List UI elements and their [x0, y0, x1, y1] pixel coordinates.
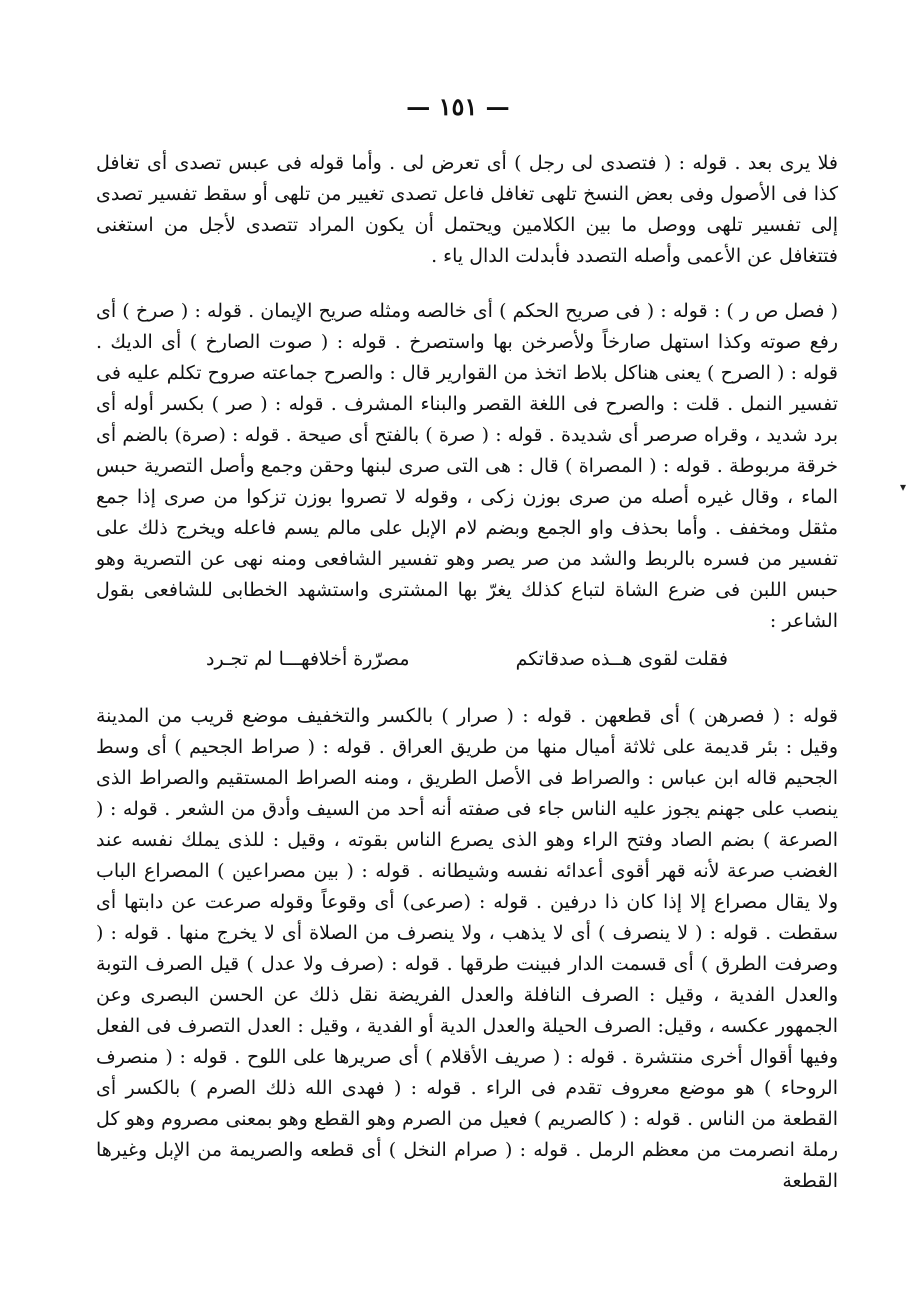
page-number: — ١٥١ —	[406, 92, 510, 121]
paragraph-3-text: قوله : ( فصرهن ) أى قطعهن . قوله : ( صرار ) بالكسر والتخفيف موضع قريب من المدينة وقيل : بئر قديمة على ثلاثة أميال منها من طريق العراق . قوله : ( صراط الجحيم ) أى وسط الجحيم قاله ابن عباس : والصراط فى الأصل الطريق ، ومنه الصراط المستقيم والصراط الذى ينصب على جهنم يجوز عليه الناس جاء فى صفته أنه أحد من السيف وأدق من الشعر . قوله : ( الصرعة ) بضم الصاد وفتح الراء وهو الذى يصرع الناس بقوته ، وقيل : للذى يملك نفسه عند الغضب صرعة لأنه قهر أقوى أعدائه نفسه وشيطانه . قوله : ( بين مصراعين ) المصراع الباب ولا يقال مصراع إلا إذا كان ذا درفين . قوله : (صرعى) أى وقوعاً وقوله صرعت عن دابتها أى سقطت . قوله : ( لا ينصرف ) أى لا يذهب ، ولا ينصرف من الصلاة أى لا يخرج منها . قوله : ( وصرفت الطرق ) أى قسمت الدار فبينت طرقها . قوله : (صرف ولا عدل ) قيل الصرف التوبة والعدل الفدية ، وقيل : الصرف النافلة والعدل الفريضة نقل ذلك عن الحسن البصرى وعن الجمهور عكسه ، وقيل: الصرف الحيلة والعدل الدية أو الفدية ، وقيل : العدل التصرف فى الفعل وفيها أقوال أخرى منتشرة . قوله : ( صريف الأقلام ) أى صريرها على اللوح . قوله : ( منصرف الروحاء ) هو موضع معروف تقدم فى الراء . قوله : ( فهدى الله ذلك الصرم ) بالكسر أى القطعة من الناس . قوله : ( كالصريم ) فعيل من الصرم وهو القطع وهو بمعنى مصروم وهو كل رملة انصرمت من معظم الرمل . قوله : ( صرام النخل ) أى قطعه والصريمة من الإبل وغيرها القطعة	[96, 705, 838, 1192]
verse-first-hemistich: فقلت لقوى هــذه صدقاتكم	[515, 648, 728, 670]
paragraph-2	[96, 296, 838, 637]
paragraph-3	[96, 701, 838, 1197]
margin-mark: ▾	[900, 480, 907, 494]
poetry-verse	[96, 648, 838, 670]
paragraph-2-text: ( فصل ص ر ) : قوله : ( فى صريح الحكم ) أى خالصه ومثله صريح الإيمان . قوله : ( صرخ ) أى رفع صوته وكذا استهل صارخاً ولأصرخن بها واستصرخ . قوله : ( صوت الصارخ ) أى الديك . قوله : ( الصرح ) يعنى هناكل بلاط اتخذ من القوارير قال : والصرح جماعته صروح تكلم عليه فى تفسير النمل . قلت : والصرح فى اللغة القصر والبناء المشرف . قوله : ( صر ) بكسر أوله أى برد شديد ، وقراه صرصر أى شديدة . قوله : ( صرة ) بالفتح أى صيحة . قوله : (صرة) بالضم أى خرقة مربوطة . قوله : ( المصراة ) قال : هى التى صرى لبنها وحقن وجمع وأصل التصرية حبس الماء ، وقال غيره أصله من صرى بوزن زكى ، وقوله لا تصروا بوزن تزكوا من صرى إذا جمع مثقل ومخفف . وأما بحذف واو الجمع وبضم لام الإبل على مالم يسم فاعله ويخرج ذلك على تفسير من فسره بالربط والشد من صر يصر وهو تفسير الشافعى ومنه نهى عن التصرية وهو حبس اللبن فى ضرع الشاة لتباع كذلك يغرّ بها المشترى واستشهد الخطابى للشافعى بقول الشاعر :	[96, 300, 838, 632]
verse-second-hemistich: مصرّرة أخلافهـــا لم تجـرد	[206, 648, 410, 670]
paragraph-1	[96, 148, 838, 272]
paragraph-1-text: فلا يرى بعد . قوله : ( فتصدى لى رجل ) أى تعرض لى . وأما قوله فى عبس تصدى أى تغافل كذا فى الأصول وفى بعض النسخ تلهى تغافل فاعل تصدى تغيير من تلهى أو سقط تفسير تصدى إلى تفسير تلهى ووصل ما بين الكلامين ويحتمل أن يكون المراد تتصدى لأجل من استغنى فتتغافل عن الأعمى وأصله التصدد فأبدلت الدال ياء .	[96, 152, 838, 267]
